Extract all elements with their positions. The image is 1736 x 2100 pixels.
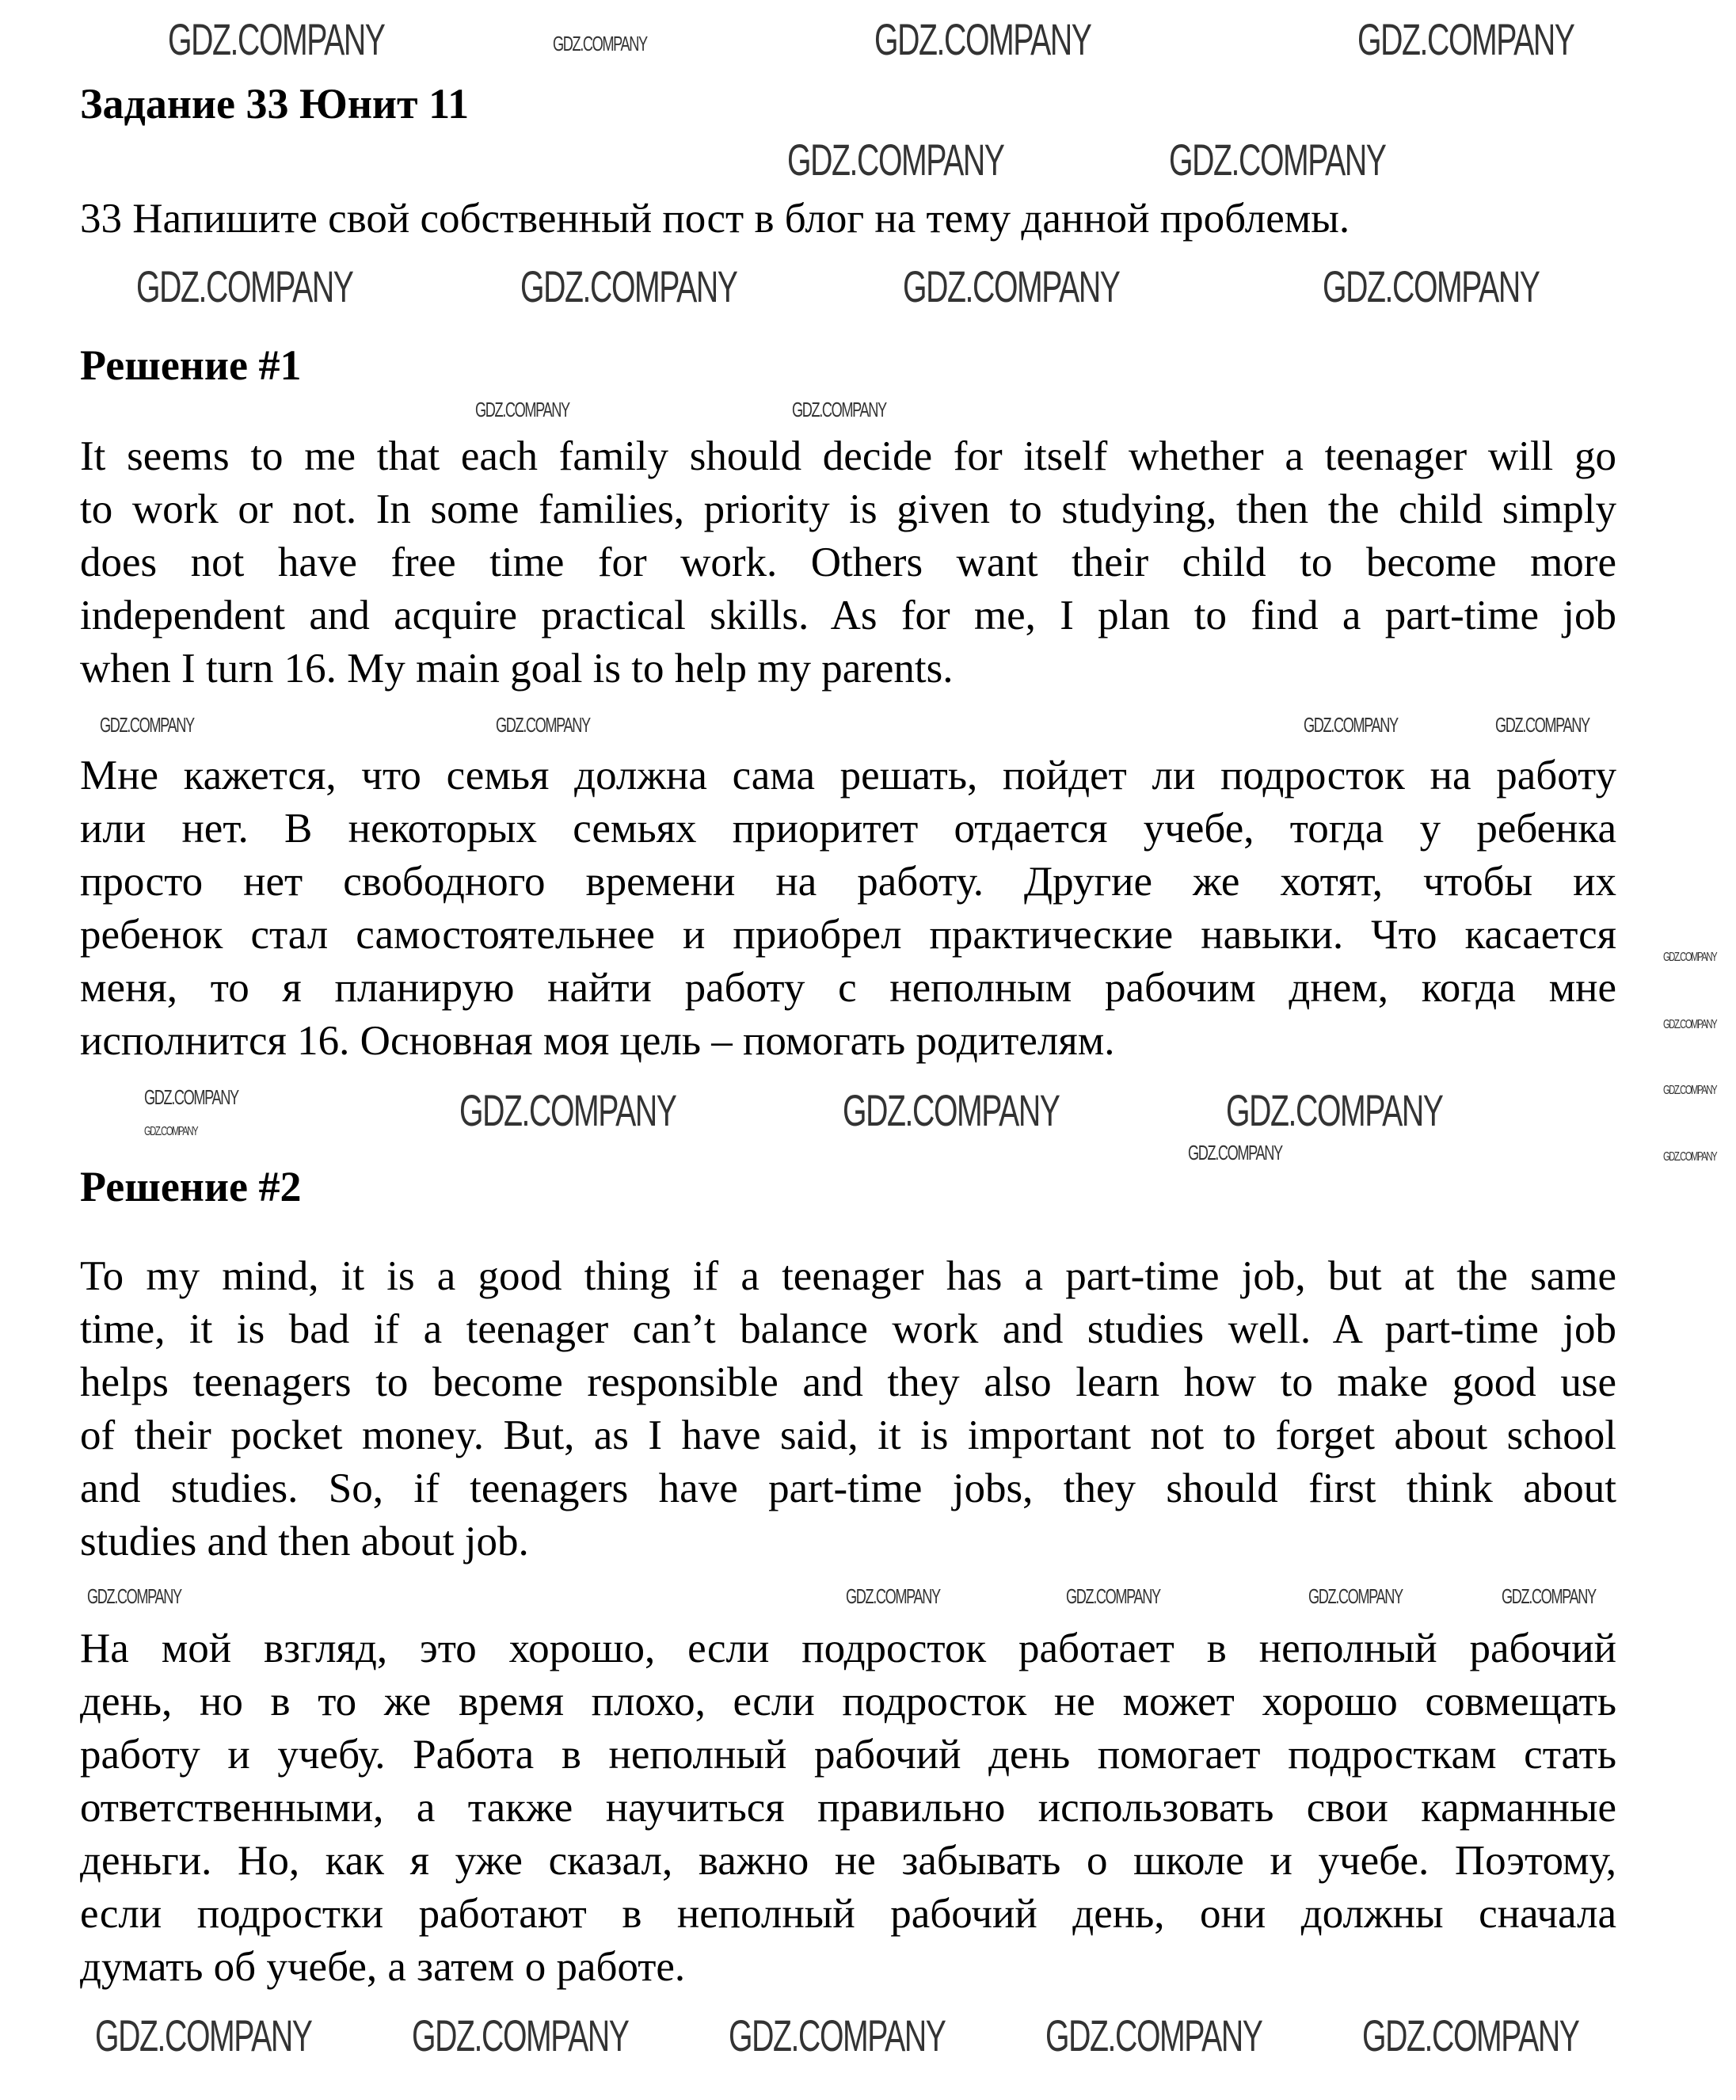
watermark: GDZ.COMPANY xyxy=(1045,2010,1262,2060)
text-line: It seems to me that each family should decide for itself whether a teenager will go xyxy=(80,433,1616,479)
watermark: GDZ.COMPANY xyxy=(459,1085,676,1135)
text-line: просто нет свободного времени на работу. Другие же хотят, чтобы их xyxy=(80,859,1616,905)
watermark: GDZ.COMPANY xyxy=(144,1085,238,1109)
text-line: если подростки работают в неполный рабочий день, они должны сначала xyxy=(80,1891,1616,1937)
watermark: GDZ.COMPANY xyxy=(87,1584,181,1608)
watermark: GDZ.COMPANY xyxy=(846,1584,940,1608)
watermark: GDZ.COMPANY xyxy=(1663,1084,1717,1097)
watermark: GDZ.COMPANY xyxy=(787,135,1004,185)
watermark: GDZ.COMPANY xyxy=(843,1085,1060,1135)
text-line: does not have free time for work. Others want their child to become more xyxy=(80,539,1616,585)
text-line: independent and acquire practical skills. As for me, I plan to find a part-time job xyxy=(80,593,1616,638)
watermark: GDZ.COMPANY xyxy=(520,261,737,311)
watermark: GDZ.COMPANY xyxy=(1066,1584,1160,1608)
watermark: GDZ.COMPANY xyxy=(553,32,647,55)
solution-1-english xyxy=(80,430,1616,696)
text-line: time, it is bad if a teenager can’t balance work and studies well. A part-time job xyxy=(80,1306,1616,1352)
watermark: GDZ.COMPANY xyxy=(1357,14,1574,64)
watermark: GDZ.COMPANY xyxy=(144,1125,198,1138)
watermark: GDZ.COMPANY xyxy=(1304,713,1398,737)
text-line: studies and then about job. xyxy=(80,1519,529,1565)
watermark: GDZ.COMPANY xyxy=(1663,951,1717,964)
solution-1-russian xyxy=(80,749,1616,1068)
text-line: to work or not. In some families, priority is given to studying, then the child simply xyxy=(80,486,1616,532)
watermark: GDZ.COMPANY xyxy=(95,2010,312,2060)
text-line: ребенок стал самостоятельнее и приобрел практические навыки. Что касается xyxy=(80,912,1616,958)
watermark: GDZ.COMPANY xyxy=(903,261,1120,311)
page-title: Задание 33 Юнит 11 xyxy=(80,80,470,128)
text-line: To my mind, it is a good thing if a teenager has a part-time job, but at the same xyxy=(80,1253,1616,1299)
text-line: деньги. Но, как я уже сказал, важно не забывать о школе и учебе. Поэтому, xyxy=(80,1838,1616,1884)
text-line: ответственными, а также научиться правильно использовать свои карманные xyxy=(80,1785,1616,1831)
text-line: На мой взгляд, это хорошо, если подросток работает в неполный рабочий xyxy=(80,1625,1616,1671)
text-line: меня, то я планирую найти работу с неполным рабочим днем, когда мне xyxy=(80,965,1616,1011)
watermark: GDZ.COMPANY xyxy=(136,261,353,311)
text-line: день, но в то же время плохо, если подросток не может хорошо совмещать xyxy=(80,1679,1616,1725)
solution-1-heading: Решение #1 xyxy=(80,341,302,389)
watermark: GDZ.COMPANY xyxy=(100,713,194,737)
task-text: 33 Напишите свой собственный пост в блог на тему данной проблемы. xyxy=(80,196,1350,242)
watermark: GDZ.COMPANY xyxy=(1663,1150,1717,1164)
watermark: GDZ.COMPANY xyxy=(168,14,385,64)
watermark: GDZ.COMPANY xyxy=(1495,713,1589,737)
text-line: helps teenagers to become responsible and they also learn how to make good use xyxy=(80,1359,1616,1405)
watermark: GDZ.COMPANY xyxy=(729,2010,946,2060)
watermark: GDZ.COMPANY xyxy=(1169,135,1386,185)
watermark: GDZ.COMPANY xyxy=(874,14,1091,64)
text-line: Мне кажется, что семья должна сама решать, пойдет ли подросток на работу xyxy=(80,753,1616,798)
watermark: GDZ.COMPANY xyxy=(1323,261,1540,311)
watermark: GDZ.COMPANY xyxy=(475,398,569,421)
text-line: работу и учебу. Работа в неполный рабочий день помогает подросткам стать xyxy=(80,1732,1616,1778)
watermark: GDZ.COMPANY xyxy=(1362,2010,1579,2060)
text-line: when I turn 16. My main goal is to help my parents. xyxy=(80,646,954,692)
watermark: GDZ.COMPANY xyxy=(496,713,590,737)
text-line: and studies. So, if teenagers have part-time jobs, they should first think about xyxy=(80,1465,1616,1511)
watermark: GDZ.COMPANY xyxy=(412,2010,629,2060)
watermark: GDZ.COMPANY xyxy=(1502,1584,1596,1608)
solution-2-heading: Решение #2 xyxy=(80,1163,302,1210)
watermark: GDZ.COMPANY xyxy=(792,398,886,421)
watermark: GDZ.COMPANY xyxy=(1663,1018,1717,1031)
text-line: думать об учебе, а затем о работе. xyxy=(80,1944,686,1990)
watermark: GDZ.COMPANY xyxy=(1226,1085,1443,1135)
text-line: of their pocket money. But, as I have said, it is important not to forget about school xyxy=(80,1412,1616,1458)
text-line: исполнится 16. Основная моя цель – помогать родителям. xyxy=(80,1018,1115,1064)
watermark: GDZ.COMPANY xyxy=(1188,1141,1282,1164)
solution-2-english xyxy=(80,1250,1616,1568)
watermark: GDZ.COMPANY xyxy=(1308,1584,1403,1608)
solution-2-russian xyxy=(80,1622,1616,1994)
text-line: или нет. В некоторых семьях приоритет отдается учебе, тогда у ребенка xyxy=(80,806,1616,852)
